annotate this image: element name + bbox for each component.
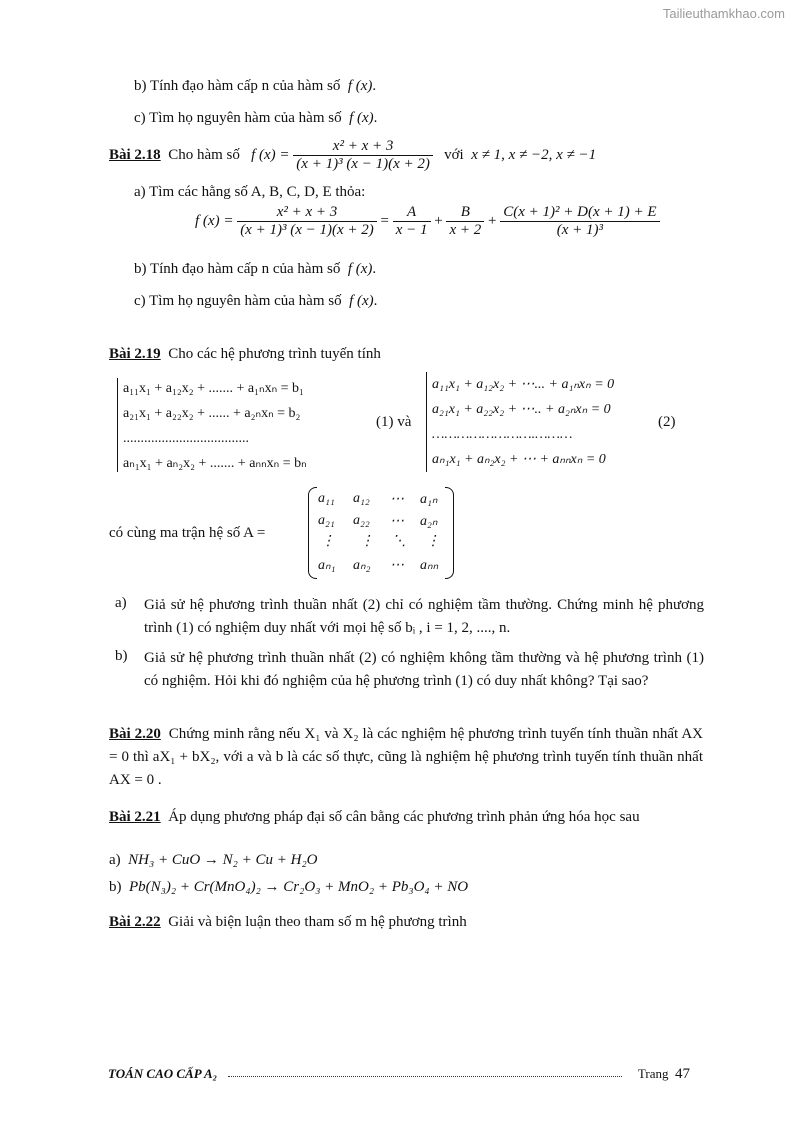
item-c-antiderivative: c) Tìm họ nguyên hàm của hàm số f (x).: [134, 110, 378, 126]
bai-2-19-statement: Bài 2.19 Cho các hệ phương trình tuyến tính: [109, 346, 381, 362]
bai-2-18-c: c) Tìm họ nguyên hàm của hàm số f (x).: [134, 293, 378, 309]
bai-2-21-b: b) Pb(N₃)₂ + Cr(MnO₄)₂ → Cr₂O₃ + MnO₂ + Pb₃O₄ + NO: [109, 879, 469, 895]
bai-2-18-fraction: $\frac{\text{x² + x + 3}}{\text{(x + 1)³ (x − 1)(x + 2)}}$: [293, 138, 433, 173]
matrix-cell: a₂₂: [353, 513, 370, 528]
bai-2-18-b: b) Tính đạo hàm cấp n của hàm số f (x).: [134, 261, 377, 277]
matrix-intro: có cùng ma trận hệ số A =: [109, 525, 266, 541]
bai-2-22-text: Giải và biện luận theo tham số m hệ phương trình: [168, 914, 467, 930]
bai-2-22: [109, 914, 467, 931]
footer-dotted-leader: [228, 1076, 622, 1077]
bai-2-19-a-label: a): [115, 595, 127, 611]
system-1-brace: [117, 378, 118, 472]
matrix-cell: aₙ₂: [353, 558, 371, 573]
system-2: [432, 372, 614, 472]
system-2-row: a₂₁x₁ + a₂₂x₂ + ⋯.. + a₂ₙxₙ = 0: [432, 402, 611, 417]
system-1-row: ....................................: [123, 431, 249, 446]
bai-2-18-partial-fractions: f (x) = $\frac{\text{x² + x + 3}}{\text{(x + 1)³ (x − 1)(x + 2)}}$ = $\frac{A}{x - 1}$ + $\frac{B}{x + 2}$ + $\frac{\text{C(x + 1)² + D(x + 1) + E}}{\text{(x + 1)³}}$: [195, 204, 660, 239]
bai-2-22-title: Bài 2.22: [109, 914, 161, 930]
matrix-cell: ⋯: [390, 514, 404, 529]
matrix-cell: ⋯: [390, 558, 404, 573]
system-1-row: aₙ₁x₁ + aₙ₂x₂ + ....... + aₙₙxₙ = bₙ: [123, 456, 307, 471]
matrix-cell: a₂ₙ: [420, 514, 438, 529]
watermark: Tailieuthamkhao.com: [662, 6, 785, 21]
matrix-cell: ⋮: [426, 534, 440, 549]
system-1-label: (1) và: [376, 414, 412, 430]
matrix-cell: a₂₁: [318, 513, 335, 528]
matrix-cell: aₙₙ: [420, 558, 439, 573]
system-1: [123, 376, 307, 476]
bai-2-21: [109, 806, 703, 829]
matrix-right-bracket: [445, 487, 454, 579]
system-2-row: …………………….………: [432, 427, 573, 442]
system-2-label: (2): [658, 414, 676, 430]
page-number: Trang 47: [637, 1066, 690, 1082]
bai-2-21-title: Bài 2.21: [109, 809, 161, 825]
matrix-cell: ⋱: [392, 534, 406, 549]
bai-2-20-text: Chứng minh rằng nếu X₁ và X₂ là các nghiệm hệ phương trình tuyến tính thuần nhất AX = 0 thì aX₁ + bX₂, với a và b là các số thực, cũng là nghiệm hệ phương trình tuyến tính thuần nhất AX = 0 .: [109, 726, 703, 788]
bai-2-19-title: Bài 2.19: [109, 346, 161, 362]
bai-2-20: [109, 723, 703, 792]
bai-2-18-statement: Bài 2.18 Cho hàm số f (x) = $\frac{\text{x² + x + 3}}{\text{(x + 1)³ (x − 1)(x + 2)}}$ với x ≠ 1, x ≠ −2, x ≠ −1: [109, 138, 597, 172]
system-2-row: aₙ₁x₁ + aₙ₂x₂ + ⋯ + aₙₙxₙ = 0: [432, 452, 606, 467]
matrix-cell: a₁ₙ: [420, 492, 438, 507]
matrix-cell: aₙ₁: [318, 558, 336, 573]
matrix-cell: ⋯: [390, 492, 404, 507]
item-b-derivative: b) Tính đạo hàm cấp n của hàm số f (x).: [134, 78, 377, 94]
bai-2-19-b-text: Giả sử hệ phương trình thuần nhất (2) có nghiệm không tầm thường và hệ phương trình (1) có nghiệm. Hỏi khi đó nghiệm của hệ phương trình (1) có duy nhất không? Tại sao?: [144, 650, 704, 689]
system-2-brace: [426, 372, 427, 472]
coefficient-matrix: [308, 487, 454, 579]
bai-2-19-b-label: b): [115, 648, 128, 664]
matrix-cell: ⋮: [360, 534, 374, 549]
system-1-row: a₁₁x₁ + a₁₂x₂ + ....... + a₁ₙxₙ = b₁: [123, 381, 304, 396]
bai-2-18-a: a) Tìm các hằng số A, B, C, D, E thỏa:: [134, 184, 366, 200]
matrix-cell: a₁₁: [318, 491, 335, 506]
system-1-row: a₂₁x₁ + a₂₂x₂ + ...... + a₂ₙxₙ = b₂: [123, 406, 301, 421]
page-footer: [108, 1066, 690, 1082]
system-2-row: a₁₁x₁ + a₁₂x₂ + ⋯... + a₁ₙxₙ = 0: [432, 377, 615, 392]
bai-2-21-text: Áp dụng phương pháp đại số cân bằng các phương trình phản ứng hóa học sau: [168, 809, 640, 825]
bai-2-21-a: a) NH₃ + CuO → N₂ + Cu + H₂O: [109, 852, 318, 868]
footer-title: TOÁN CAO CẤP A₂: [108, 1066, 218, 1081]
matrix-left-bracket: [308, 487, 317, 579]
bai-2-20-title: Bài 2.20: [109, 726, 161, 742]
bai-2-19-a-text: Giả sử hệ phương trình thuần nhất (2) chỉ có nghiệm tầm thường. Chứng minh hệ phương trình (1) có nghiệm duy nhất với mọi hệ số bᵢ , i = 1, 2, ...., n.: [144, 597, 704, 636]
bai-2-18-title: Bài 2.18: [109, 146, 161, 163]
matrix-cell: a₁₂: [353, 491, 370, 506]
matrix-cell: ⋮: [321, 534, 335, 549]
